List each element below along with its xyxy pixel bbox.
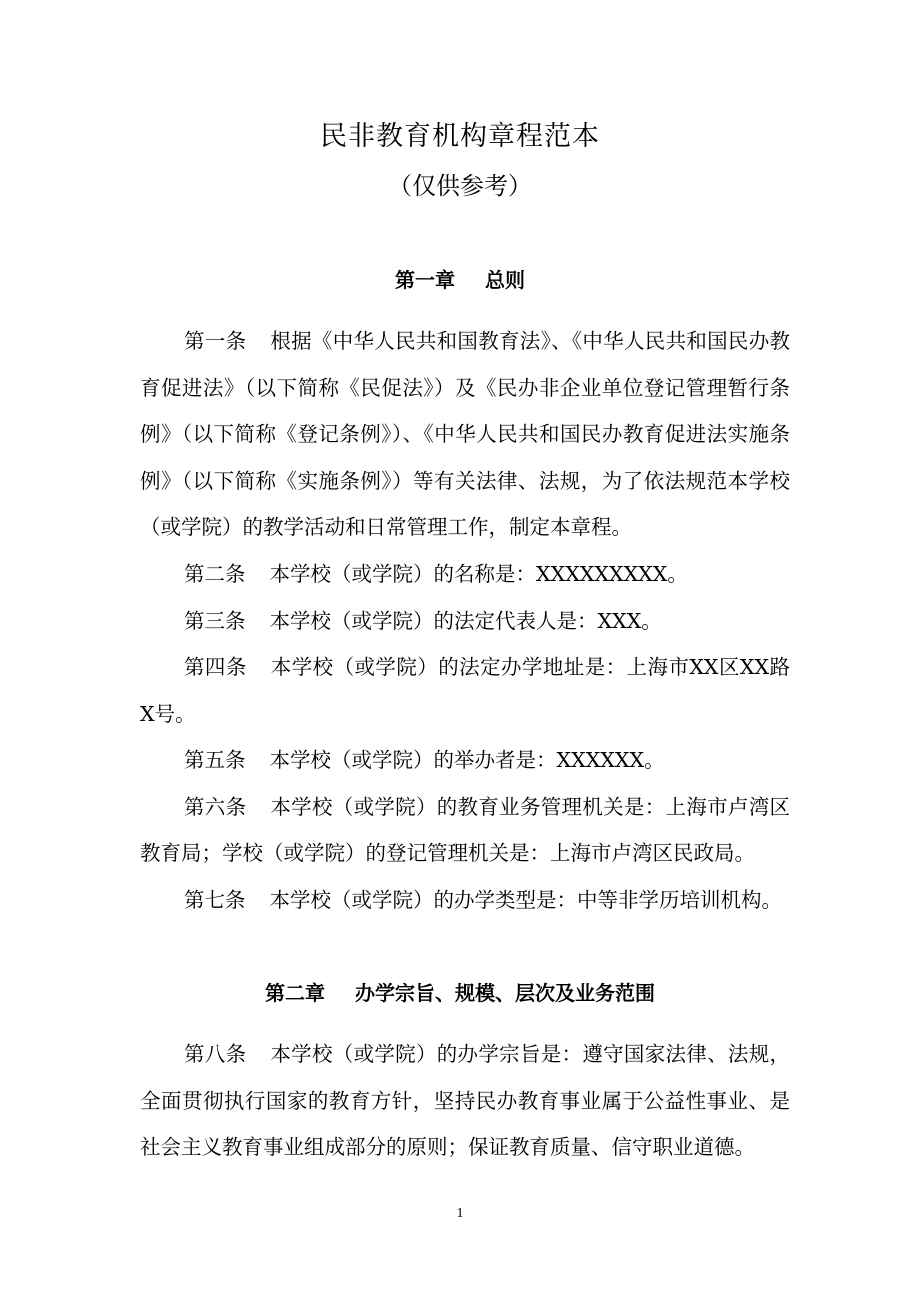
chapter-name: 办学宗旨、规模、层次及业务范围: [355, 981, 655, 1005]
page-number: 1: [456, 1206, 464, 1221]
article-number: 第一条: [184, 329, 247, 353]
chapter-number: 第二章: [265, 981, 325, 1005]
article-text: 本学校（或学院）的名称是：XXXXXXXXX。: [269, 562, 688, 586]
document-subtitle: （仅供参考）: [388, 172, 532, 200]
article-text: 本学校（或学院）的法定办学地址是：上海市XX区XX路X号。: [140, 655, 790, 726]
article-2: [140, 551, 790, 598]
article-text: 本学校（或学院）的办学类型是：中等非学历培训机构。: [269, 887, 782, 912]
article-number: 第六条: [184, 794, 247, 819]
article-4: [140, 644, 790, 737]
article-8: [140, 1031, 790, 1171]
chapter-heading-1: [0, 265, 920, 295]
article-text: 本学校（或学院）的举办者是：XXXXXX。: [269, 748, 665, 772]
article-3: [140, 598, 790, 645]
article-number: 第七条: [184, 887, 246, 912]
article-7: [140, 877, 790, 924]
chapter-1-body-cont: [140, 551, 790, 923]
article-text: 本学校（或学院）的法定代表人是：XXX。: [269, 608, 662, 633]
document-title: 民非教育机构章程范本: [320, 121, 600, 152]
article-6: [140, 784, 790, 877]
chapter-1-body: [140, 318, 790, 551]
article-5: [140, 737, 790, 784]
chapter-name: 总则: [485, 268, 525, 292]
article-number: 第三条: [184, 608, 246, 633]
article-number: 第八条: [184, 1042, 247, 1066]
article-number: 第五条: [184, 748, 246, 772]
chapter-number: 第一章: [395, 268, 455, 292]
chapter-2-body: [140, 1031, 790, 1171]
article-text: 本学校（或学院）的办学宗旨是：遵守国家法律、法规，全面贯彻执行国家的教育方针，坚持民办教育事业属于公益性事业、是社会主义教育事业组成部分的原则；保证教育质量、信守职业道德。: [140, 1042, 791, 1159]
article-number: 第二条: [184, 562, 246, 586]
article-text: 根据《中华人民共和国教育法》、《中华人民共和国民办教育促进法》（以下简称《民促法》）及《民办非企业单位登记管理暂行条例》（以下简称《登记条例》）、《中华人民共和国民办教育促进法实施条例》（以下简称《实施条例》）等有关法律、法规，为了依法规范本学校（或学院）的教学活动和日常管理工作，制定本章程。: [140, 329, 791, 539]
article-1: [140, 318, 790, 551]
article-text: 本学校（或学院）的教育业务管理机关是：上海市卢湾区教育局；学校（或学院）的登记管理机关是：上海市卢湾区民政局。: [140, 794, 791, 865]
article-number: 第四条: [184, 655, 247, 679]
chapter-heading-2: [0, 978, 920, 1008]
